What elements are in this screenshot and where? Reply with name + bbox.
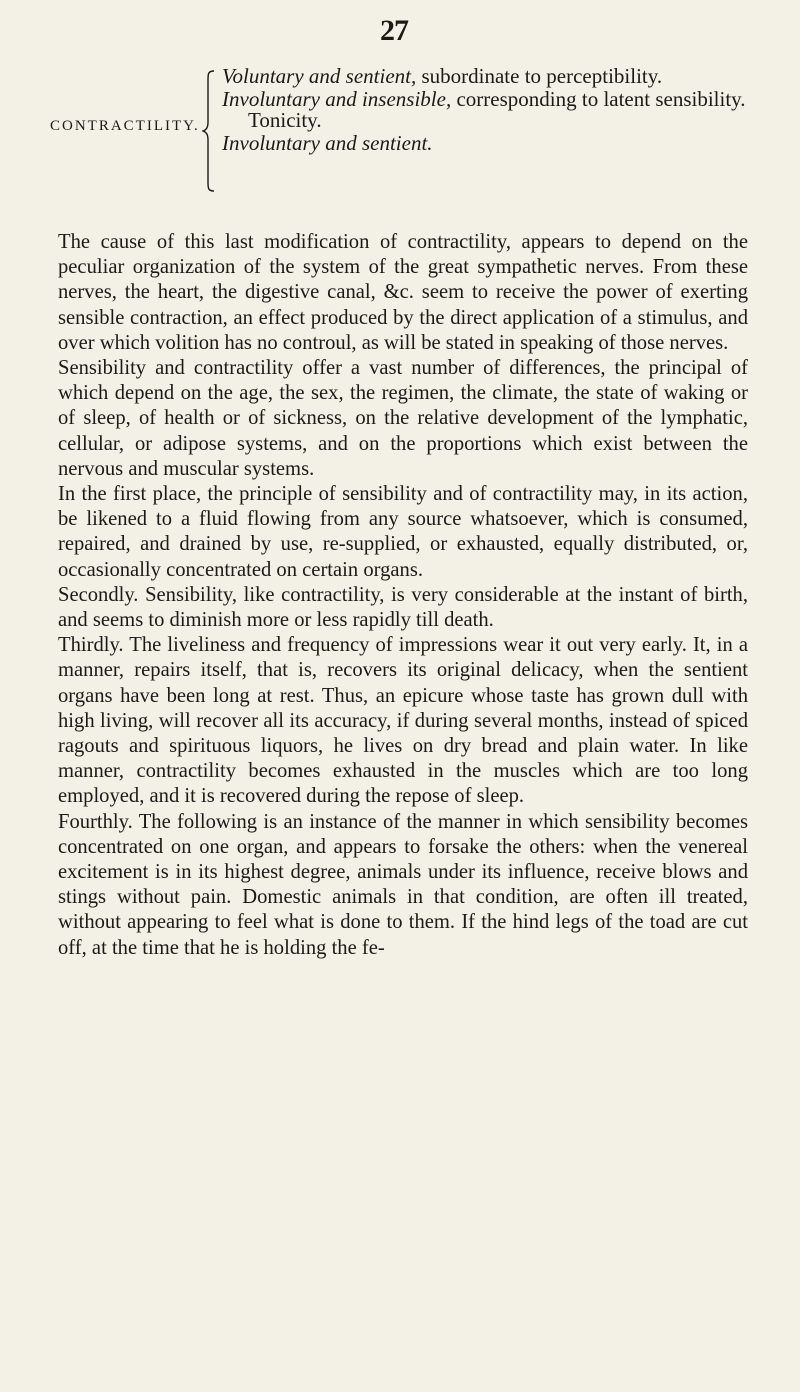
classification-items xyxy=(222,66,762,156)
classification-item xyxy=(222,89,762,131)
contractility-classification xyxy=(42,66,762,206)
paragraph: Secondly. Sensibility, like contractility, is very considerable at the instant of birth, and seems to diminish more or less rapidly till death. xyxy=(58,583,748,632)
classification-label: CONTRACTILITY. xyxy=(50,118,200,134)
paragraph: Thirdly. The liveliness and frequency of impressions wear it out very early. It, in a manner, repairs itself, that is, recovers its original delicacy, when the sentient organs have been long at rest. Thus, an epicure whose taste has grown dull with high living, will recover all its accuracy, if during several months, instead of spiced ragouts and spirituous liquors, he lives on dry bread and plain water. In like manner, contractility becomes exhausted in the muscles which are too long employed, and it is recovered during the repose of sleep. xyxy=(58,634,748,808)
paragraph: The cause of this last modification of contractility, appears to depend on the peculiar organization of the system of the great sympathetic nerves. From these nerves, the heart, the digestive canal, &c. seem to receive the power of exerting sensible contraction, an effect produced by the direct application of a stimulus, and over which volition has no controul, as will be stated in speaking of those nerves. xyxy=(58,231,748,354)
paragraph: Fourthly. The following is an instance of the manner in which sensibility becomes concentrated on one organ, and appears to forsake the others: when the venereal excitement is in its highest degree, animals under its influence, receive blows and stings without pain. Domestic animals in that condition, are often ill treated, without appearing to feel what is done to them. If the hind legs of the toad are cut off, at the time that he is holding the fe- xyxy=(58,810,748,959)
classification-description: corresponding to latent sensibility. Tonicity. xyxy=(248,87,746,132)
paragraph: Sensibility and contractility offer a vast number of differences, the principal of which depend on the age, the sex, the regimen, the climate, the state of waking or of sleep, of health or of sickness, on the relative development of the lymphatic, cellular, or adipose systems, and on the proportions which exist between the nervous and muscular systems. xyxy=(58,357,748,480)
classification-item xyxy=(222,66,762,87)
classification-term: Voluntary and sentient, xyxy=(222,64,417,88)
paragraph: In the first place, the principle of sensibility and of contractility may, in its action, be likened to a fluid flowing from any source whatsoever, which is consumed, repaired, and drained by use, re-supplied, or exhausted, equally distributed, or, occasionally concentrated on certain organs. xyxy=(58,483,748,581)
classification-term: Involuntary and insensible, xyxy=(222,87,452,111)
classification-term: Involuntary and sentient. xyxy=(222,131,433,155)
page-number: 27 xyxy=(380,14,408,47)
curly-brace-icon xyxy=(202,70,216,192)
classification-description: subordinate to perceptibility. xyxy=(416,64,663,88)
classification-item xyxy=(222,133,762,154)
body-text xyxy=(58,230,748,961)
